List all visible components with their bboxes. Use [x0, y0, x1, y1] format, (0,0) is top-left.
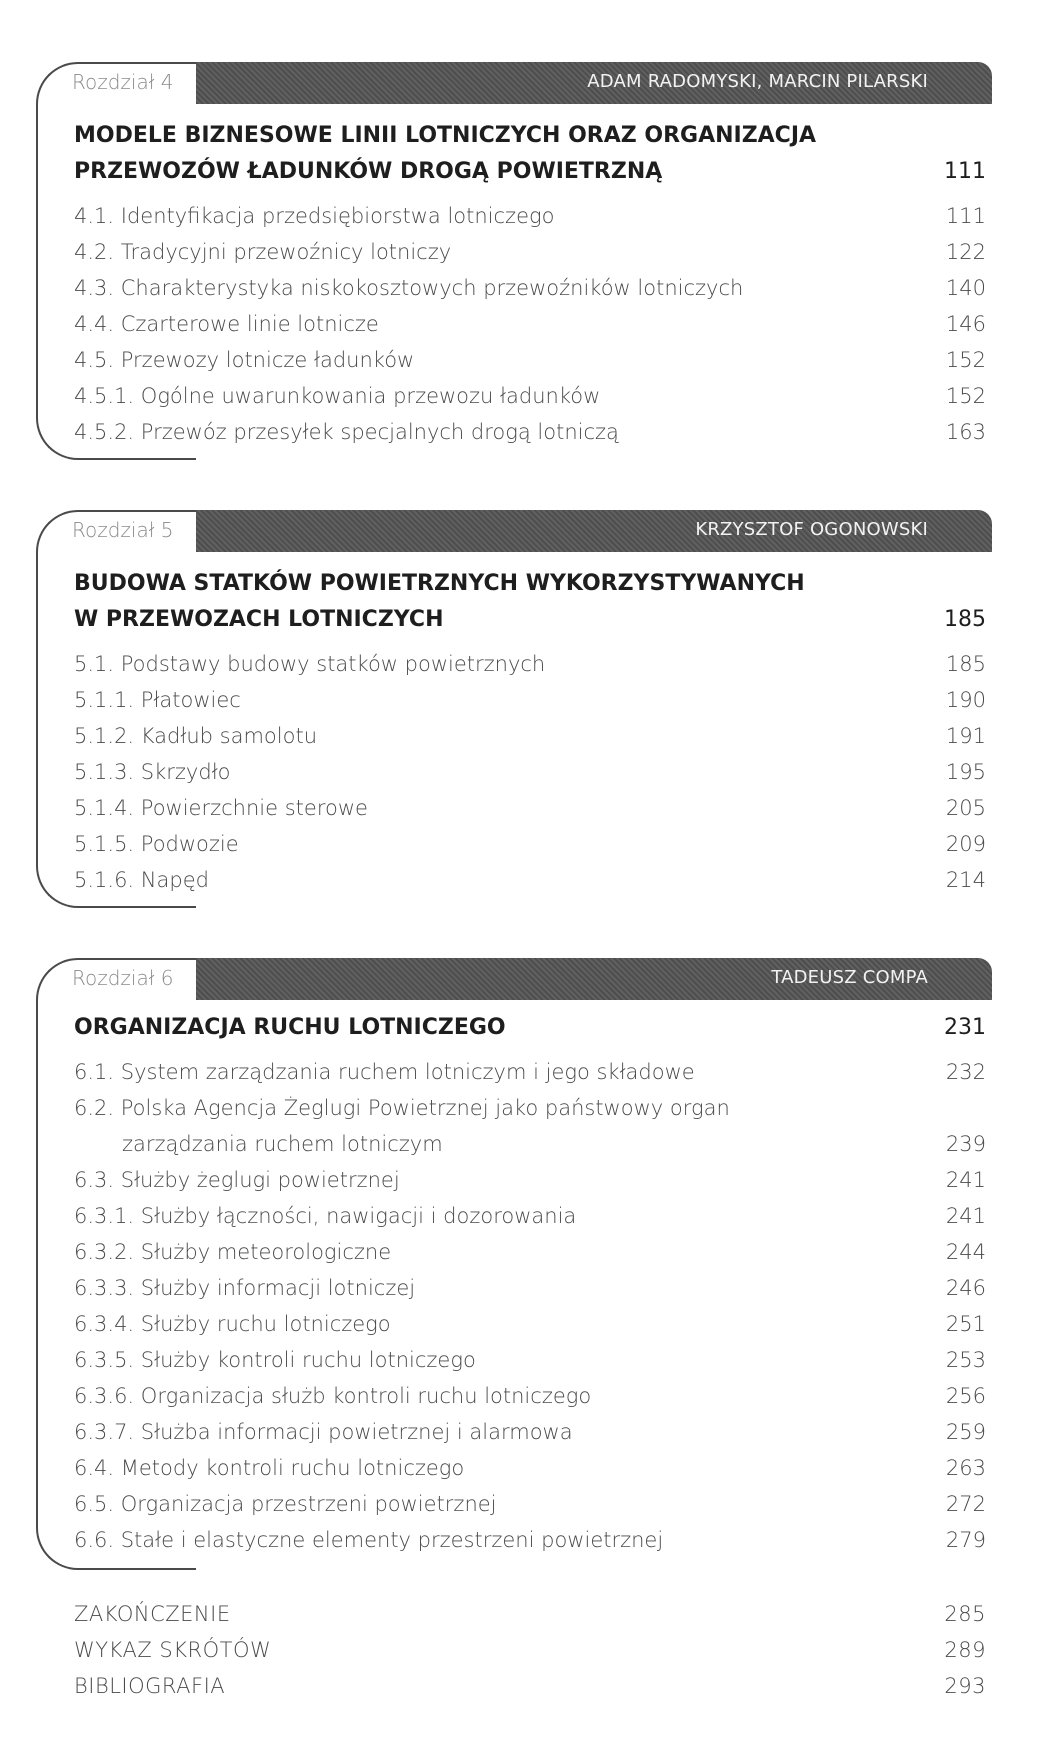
toc-page: 246: [945, 1276, 986, 1300]
toc-page: 152: [945, 348, 986, 372]
toc-entries: [74, 646, 986, 898]
toc-entry[interactable]: 5.1.2. Kadłub samolotu 191: [74, 718, 986, 754]
toc-entry[interactable]: 6.3.4. Służby ruchu lotniczego 251: [74, 1306, 986, 1342]
chapter-label: Rozdział 5: [72, 518, 174, 542]
toc-entry[interactable]: 4.5.2. Przewóz przesyłek specjalnych drogą lotniczą 163: [74, 414, 986, 450]
chapter-title-line[interactable]: PRZEWOZÓW ŁADUNKÓW DROGĄ POWIETRZNĄ 111: [74, 154, 986, 190]
toc-page: 289: [944, 1638, 986, 1662]
chapter-5: [36, 510, 992, 908]
toc-page: 232: [945, 1060, 986, 1084]
chapter-header-bar: [196, 62, 992, 104]
toc-page: 209: [945, 832, 986, 856]
toc-page: 253: [945, 1348, 986, 1372]
toc-page: 241: [945, 1168, 986, 1192]
toc-page: 285: [944, 1602, 986, 1626]
chapter-label: Rozdział 4: [72, 70, 174, 94]
toc-entry[interactable]: 4.5.1. Ogólne uwarunkowania przewozu ładunków 152: [74, 378, 986, 414]
toc-page: 122: [945, 240, 986, 264]
toc-entry[interactable]: 6.1. System zarządzania ruchem lotniczym i jego składowe 232: [74, 1054, 986, 1090]
toc-entry[interactable]: 5.1.5. Podwozie 209: [74, 826, 986, 862]
toc-page: 251: [945, 1312, 986, 1336]
toc-page: 190: [945, 688, 986, 712]
toc-entry[interactable]: 5.1.6. Napęd 214: [74, 862, 986, 898]
toc-entry[interactable]: 6.3.1. Służby łączności, nawigacji i dozorowania 241: [74, 1198, 986, 1234]
toc-entry[interactable]: 4.1. Identyfikacja przedsiębiorstwa lotniczego 111: [74, 198, 986, 234]
toc-page: 239: [945, 1132, 986, 1156]
chapter-header-bar: [196, 510, 992, 552]
toc-page: 263: [945, 1456, 986, 1480]
toc-entry[interactable]: 6.4. Metody kontroli ruchu lotniczego 263: [74, 1450, 986, 1486]
toc-entry-bibliography[interactable]: BIBLIOGRAFIA 293: [74, 1668, 986, 1704]
chapter-title-line[interactable]: W PRZEWOZACH LOTNICZYCH 185: [74, 602, 986, 638]
toc-page: 241: [945, 1204, 986, 1228]
toc-page: 152: [945, 384, 986, 408]
chapter-title-line[interactable]: ORGANIZACJA RUCHU LOTNICZEGO 231: [74, 1010, 986, 1046]
toc-page: 293: [944, 1674, 986, 1698]
toc-entry[interactable]: 6.3.6. Organizacja służb kontroli ruchu lotniczego 256: [74, 1378, 986, 1414]
chapter-title-page: 231: [944, 1015, 986, 1040]
toc-entry[interactable]: 4.5. Przewozy lotnicze ładunków 152: [74, 342, 986, 378]
toc-entry[interactable]: 6.6. Stałe i elastyczne elementy przestrzeni powietrznej 279: [74, 1522, 986, 1558]
toc-entry[interactable]: 5.1.4. Powierzchnie sterowe 205: [74, 790, 986, 826]
toc-page: 279: [945, 1528, 986, 1552]
chapter-authors: TADEUSZ COMPA: [771, 967, 928, 988]
toc-entry[interactable]: 6.3.3. Służby informacji lotniczej 246: [74, 1270, 986, 1306]
chapter-title-block: [74, 118, 986, 450]
chapter-title-block: [74, 1010, 986, 1558]
back-matter: [74, 1596, 986, 1704]
toc-page: 195: [945, 760, 986, 784]
toc-page: 259: [945, 1420, 986, 1444]
toc-page: 140: [945, 276, 986, 300]
toc-page: 214: [945, 868, 986, 892]
toc-entry[interactable]: 5.1. Podstawy budowy statków powietrznych 185: [74, 646, 986, 682]
toc-entry[interactable]: 4.4. Czarterowe linie lotnicze 146: [74, 306, 986, 342]
toc-entries: [74, 1054, 986, 1558]
chapter-title-page: 185: [944, 607, 986, 632]
toc-entry-abbreviations[interactable]: WYKAZ SKRÓTÓW 289: [74, 1632, 986, 1668]
toc-entry[interactable]: 6.3. Służby żeglugi powietrznej 241: [74, 1162, 986, 1198]
toc-page: 146: [945, 312, 986, 336]
toc-page: 191: [945, 724, 986, 748]
toc-page: 163: [945, 420, 986, 444]
toc-page: 205: [945, 796, 986, 820]
toc-entry[interactable]: 6.3.5. Służby kontroli ruchu lotniczego 253: [74, 1342, 986, 1378]
toc-page: 244: [945, 1240, 986, 1264]
chapter-label: Rozdział 6: [72, 966, 174, 990]
chapter-authors: ADAM RADOMYSKI, MARCIN PILARSKI: [587, 71, 928, 92]
toc-entry-conclusion[interactable]: ZAKOŃCZENIE 285: [74, 1596, 986, 1632]
toc-entry-continuation[interactable]: zarządzania ruchem lotniczym 239: [74, 1126, 986, 1162]
toc-entry[interactable]: 5.1.3. Skrzydło 195: [74, 754, 986, 790]
toc-page: 111: [945, 204, 986, 228]
toc-entries: [74, 198, 986, 450]
chapter-header-bar: [196, 958, 992, 1000]
toc-entry[interactable]: 6.2. Polska Agencja Żeglugi Powietrznej jako państwowy organ: [74, 1096, 730, 1120]
toc-page: 272: [945, 1492, 986, 1516]
toc-entry[interactable]: 6.3.7. Służba informacji powietrznej i alarmowa 259: [74, 1414, 986, 1450]
toc-page: 185: [945, 652, 986, 676]
toc-entry[interactable]: 5.1.1. Płatowiec 190: [74, 682, 986, 718]
chapter-6: [36, 958, 992, 1570]
toc-entry[interactable]: 6.3.2. Służby meteorologiczne 244: [74, 1234, 986, 1270]
toc-entry[interactable]: 4.2. Tradycyjni przewoźnicy lotniczy 122: [74, 234, 986, 270]
chapter-title-line[interactable]: MODELE BIZNESOWE LINII LOTNICZYCH ORAZ ORGANIZACJA: [74, 123, 817, 148]
chapter-authors: KRZYSZTOF OGONOWSKI: [695, 519, 928, 540]
chapter-4: [36, 62, 992, 460]
chapter-title-page: 111: [944, 159, 986, 184]
toc-entry[interactable]: 6.5. Organizacja przestrzeni powietrznej 272: [74, 1486, 986, 1522]
toc-entry[interactable]: 4.3. Charakterystyka niskokosztowych przewoźników lotniczych 140: [74, 270, 986, 306]
chapter-title-line[interactable]: BUDOWA STATKÓW POWIETRZNYCH WYKORZYSTYWANYCH: [74, 571, 805, 596]
chapter-title-block: [74, 566, 986, 898]
toc-page: 256: [945, 1384, 986, 1408]
